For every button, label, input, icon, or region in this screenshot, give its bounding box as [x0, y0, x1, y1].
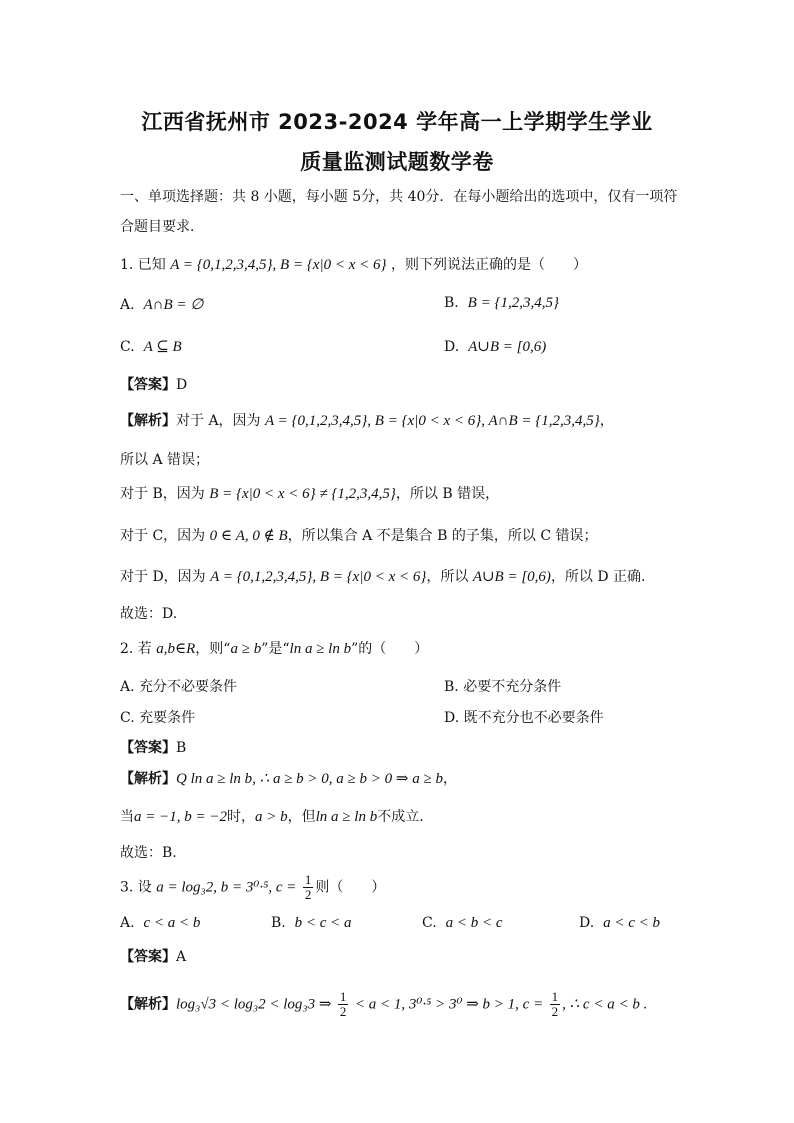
q1-stem [120, 254, 587, 274]
q1-option-a-label: A. [120, 297, 135, 313]
q2-option-d: D. 既不充分也不必要条件 [444, 710, 604, 726]
q1-option-b-label: B. [444, 295, 459, 311]
q1-analysis-line1 [120, 410, 614, 430]
q3-answer [120, 946, 186, 966]
q3-a1-math1: log₃√3 < log₃2 < log₃3 ⇒ [176, 996, 332, 1013]
q2-a2-math: a = −1, b = −2 [134, 809, 227, 825]
q2-analysis-line1 [120, 768, 457, 788]
q3-stem-frac-den: 2 [304, 887, 312, 902]
q2-analysis-line2 [120, 806, 424, 826]
doc-title-line2: 质量监测试题数学卷 [300, 150, 494, 174]
section-header-line1: 一、单项选择题：共 8 小题，每小题 5分，共 40分．在每小题给出的选项中，仅有一项符 [120, 189, 678, 205]
q1-option-c [120, 337, 182, 356]
q3-stem-prefix: 3. 设 [120, 879, 152, 896]
q3-option-d-label: D. [579, 915, 595, 931]
q3-option-b [271, 915, 352, 932]
q1-analysis-line5 [120, 566, 646, 586]
q2-option-a: A. 充分不必要条件 [120, 679, 238, 695]
q3-answer-label: 【答案】 [120, 949, 176, 965]
q1-stem-math: A = {0,1,2,3,4,5}, B = {x|0 < x < 6} [170, 257, 387, 273]
q3-stem-frac-num: 1 [304, 872, 312, 887]
q3-option-b-label: B. [271, 915, 286, 931]
q3-a1-fraction1 [338, 990, 349, 1019]
q1-option-b-text: B = {1,2,3,4,5} [467, 295, 559, 311]
q1-a3-prefix: 对于 B，因为 [120, 486, 205, 502]
q2-stem-mid2: ”是“ [261, 641, 290, 657]
q1-analysis-line6: 故选：D. [120, 606, 178, 622]
doc-title-line1: 江西省抚州市 2023-2024 学年高一上学期学生学业 [141, 110, 653, 134]
q1-answer [120, 374, 187, 394]
q3-a1-math3: , ∴ c < a < b . [562, 996, 648, 1013]
q2-stem-math3: ln a ≥ ln b [289, 641, 352, 657]
q2-answer [120, 737, 186, 757]
q2-stem-prefix: 2. 若 [120, 641, 152, 657]
q2-answer-value: B [176, 740, 187, 756]
q1-a5-math2: A∪B = [0,6) [472, 569, 551, 585]
q1-analysis-line3 [120, 483, 499, 503]
q3-a1-math2: < a < 1, 3⁰·⁵ > 3⁰ ⇒ b > 1, c = [354, 996, 544, 1013]
q3-a1-frac2-num: 1 [551, 989, 559, 1004]
q2-a2-math3: ln a ≥ ln b [315, 809, 378, 825]
q2-answer-label: 【答案】 [120, 740, 176, 756]
q3-option-c [422, 915, 502, 932]
q1-analysis-label: 【解析】 [120, 413, 176, 429]
q1-a5-mid: ，所以 [426, 569, 469, 585]
q2-stem-suffix: ”的（ ） [351, 641, 429, 657]
q1-a1-suffix: ， [599, 413, 614, 429]
q1-option-c-text: A ⊆ B [143, 339, 182, 355]
q2-stem-mid: ，则“ [195, 641, 231, 657]
q3-option-a-label: A. [120, 915, 135, 931]
q3-a1-fraction2 [550, 990, 561, 1019]
section-header-line2: 合题目要求． [120, 219, 204, 235]
q2-analysis-line3: 故选：B. [120, 845, 177, 861]
q1-option-a-text: A∩B = ∅ [143, 297, 204, 313]
q1-option-a [120, 295, 203, 314]
q3-stem-fraction [303, 873, 314, 902]
q2-stem-math2: a ≥ b [230, 641, 262, 657]
q3-a1-frac1-den: 2 [339, 1004, 347, 1019]
q1-analysis-line2: 所以 A 错误； [120, 452, 210, 468]
q1-a1-prefix: 对于 A，因为 [176, 413, 261, 429]
q1-a5-prefix: 对于 D，因为 [120, 569, 206, 585]
q1-answer-value: D [176, 377, 188, 393]
q3-option-c-label: C. [422, 915, 437, 931]
q2-a2-prefix: 当 [120, 809, 134, 825]
q3-option-c-text: a < b < c [445, 915, 503, 931]
q3-stem [120, 873, 385, 902]
q1-a3-suffix: ，所以 B 错误， [395, 486, 500, 502]
q3-option-a-text: c < a < b [143, 915, 201, 931]
q2-a2-math2: a > b [255, 809, 288, 825]
q1-option-d-text: A∪B = [0,6) [468, 339, 547, 355]
q3-stem-math: a = log₃2, b = 3⁰·⁵, c = [156, 879, 297, 896]
q1-a4-math: 0 ∈ A, 0 ∉ B [209, 528, 288, 544]
q2-a1-suffix: ， [442, 771, 457, 787]
q2-stem [120, 638, 428, 658]
q1-stem-suffix: ，则下列说法正确的是（ ） [390, 257, 587, 273]
q3-analysis-label: 【解析】 [120, 996, 176, 1013]
q1-a5-suffix: ，所以 D 正确. [550, 569, 646, 585]
q3-option-b-text: b < c < a [294, 915, 352, 931]
q2-analysis-label: 【解析】 [120, 771, 176, 787]
q2-a1-math: Q ln a ≥ ln b, ∴ a ≥ b > 0, a ≥ b > 0 ⇒ a ≥ b [176, 771, 443, 787]
q3-answer-value: A [176, 949, 187, 965]
q1-analysis-line4 [120, 525, 597, 545]
q1-option-b [444, 295, 559, 312]
q3-a1-frac1-num: 1 [339, 989, 347, 1004]
q1-option-c-label: C. [120, 339, 135, 355]
q1-stem-prefix: 1. 已知 [120, 257, 166, 273]
q1-a3-math: B = {x|0 < x < 6} ≠ {1,2,3,4,5} [209, 486, 396, 502]
q1-answer-label: 【答案】 [120, 377, 176, 393]
q2-option-b: B. 必要不充分条件 [444, 679, 562, 695]
q2-stem-math: a,b∈R [156, 641, 196, 657]
q2-option-c: C. 充要条件 [120, 710, 196, 726]
q1-a4-prefix: 对于 C，因为 [120, 528, 206, 544]
q1-option-d [444, 337, 546, 356]
q1-a1-math: A = {0,1,2,3,4,5}, B = {x|0 < x < 6}, A∩B = {1,2,3,4,5} [265, 413, 600, 429]
q3-option-a [120, 915, 200, 932]
q2-a2-suffix: 不成立. [377, 809, 424, 825]
q2-a2-mid2: ，但 [287, 809, 316, 825]
q1-option-d-label: D. [444, 339, 460, 355]
q3-option-d-text: a < c < b [603, 915, 660, 931]
q3-a1-frac2-den: 2 [551, 1004, 559, 1019]
q1-a5-math: A = {0,1,2,3,4,5}, B = {x|0 < x < 6} [210, 569, 427, 585]
q3-option-d [579, 915, 660, 932]
q2-a2-mid: 时， [227, 809, 255, 825]
q1-a4-suffix: ，所以集合 A 不是集合 B 的子集，所以 C 错误； [287, 528, 598, 544]
q3-stem-suffix: 则（ ） [315, 879, 386, 896]
q3-analysis-line1 [120, 990, 647, 1019]
